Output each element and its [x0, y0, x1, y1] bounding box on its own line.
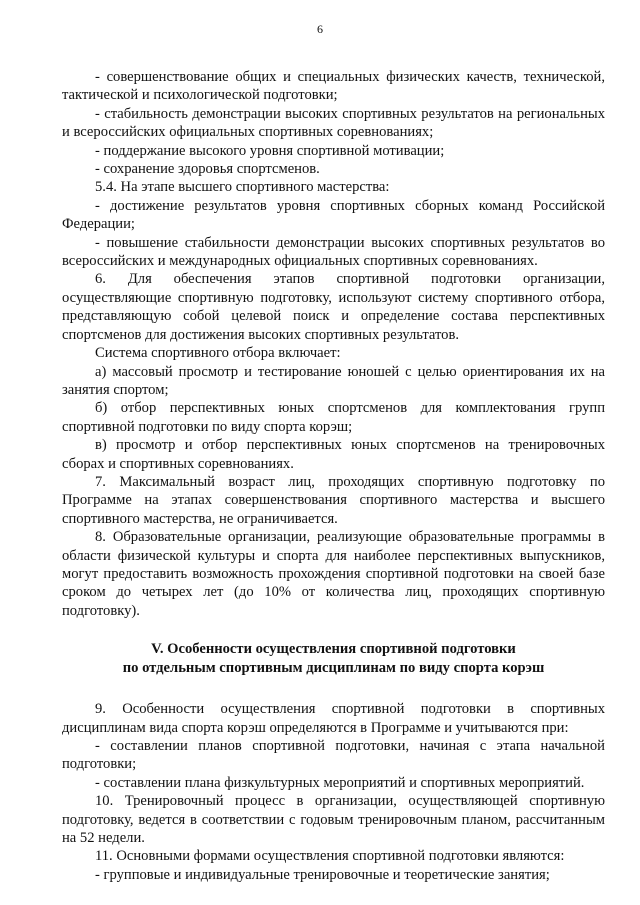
paragraph: - достижение результатов уровня спортивных сборных команд Российской Федерации; [62, 197, 605, 233]
paragraph: 9. Особенности осуществления спортивной подготовки в спортивных дисциплинам вида спорта корэш определяются в Программе и учитываются при: [62, 701, 605, 736]
paragraph: - составлении планов спортивной подготовки, начиная с этапа начальной подготовки; [62, 738, 605, 773]
paragraph: а) массовый просмотр и тестирование юношей с целью ориентирования их на занятия спортом; [62, 363, 605, 398]
section-heading-line-1: V. Особенности осуществления спортивной подготовки [151, 641, 516, 658]
paragraph: Система спортивного отбора включает: [95, 345, 341, 362]
paragraph: 5.4. На этапе высшего спортивного мастерства: [95, 179, 390, 196]
document-body [62, 68, 605, 884]
paragraph: 11. Основными формами осуществления спортивной подготовки являются: [95, 848, 565, 865]
paragraph: 10. Тренировочный процесс в организации, осуществляющей спортивную подготовку, ведется в соответствии с годовым тренировочным планом, рассчитанным на 52 недели. [62, 793, 605, 847]
paragraph: 6. Для обеспечения этапов спортивной подготовки организации, осуществляющие спортивную подготовку, используют систему спортивного отбора, представляющую собой целевой поиск и определение состава перспективных спортсменов для достижения высоких спортивных результатов. [62, 271, 605, 343]
paragraph: - сохранение здоровья спортсменов. [95, 161, 320, 178]
paragraph: - повышение стабильности демонстрации высоких спортивных результатов во всероссийских и международных официальных спортивных соревнованиях. [62, 234, 605, 270]
paragraph: 7. Максимальный возраст лиц, проходящих спортивную подготовку по Программе на этапах совершенствования спортивного мастерства и высшего спортивного мастерства, не ограничивается. [62, 473, 605, 527]
paragraph: - стабильность демонстрации высоких спортивных результатов на региональных и всероссийских официальных спортивных соревнованиях; [62, 105, 605, 141]
paragraph: - поддержание высокого уровня спортивной мотивации; [95, 142, 445, 159]
paragraph: - совершенствование общих и специальных физических качеств, технической, тактической и психологической подготовки; [62, 69, 605, 104]
paragraph: 8. Образовательные организации, реализующие образовательные программы в области физической культуры и спорта для наиболее перспективных выпускников, могут предоставить возможность прохождения спортивной подготовки на своей базе сроком до четырех лет (до 10% от количества лиц, проходящих спортивную подготовку). [62, 529, 605, 619]
paragraph: в) просмотр и отбор перспективных юных спортсменов на тренировочных сборах и спортивных соревнованиях. [62, 437, 605, 472]
paragraph: - групповые и индивидуальные тренировочные и теоретические занятия; [95, 866, 550, 883]
paragraph: - составлении плана физкультурных мероприятий и спортивных мероприятий. [95, 774, 585, 791]
page-number: 6 [317, 22, 323, 36]
paragraph: б) отбор перспективных юных спортсменов для комплектования групп спортивной подготовки по виду спорта корэш; [62, 400, 605, 435]
section-heading-line-2: по отдельным спортивным дисциплинам по виду спорта корэш [122, 660, 545, 677]
